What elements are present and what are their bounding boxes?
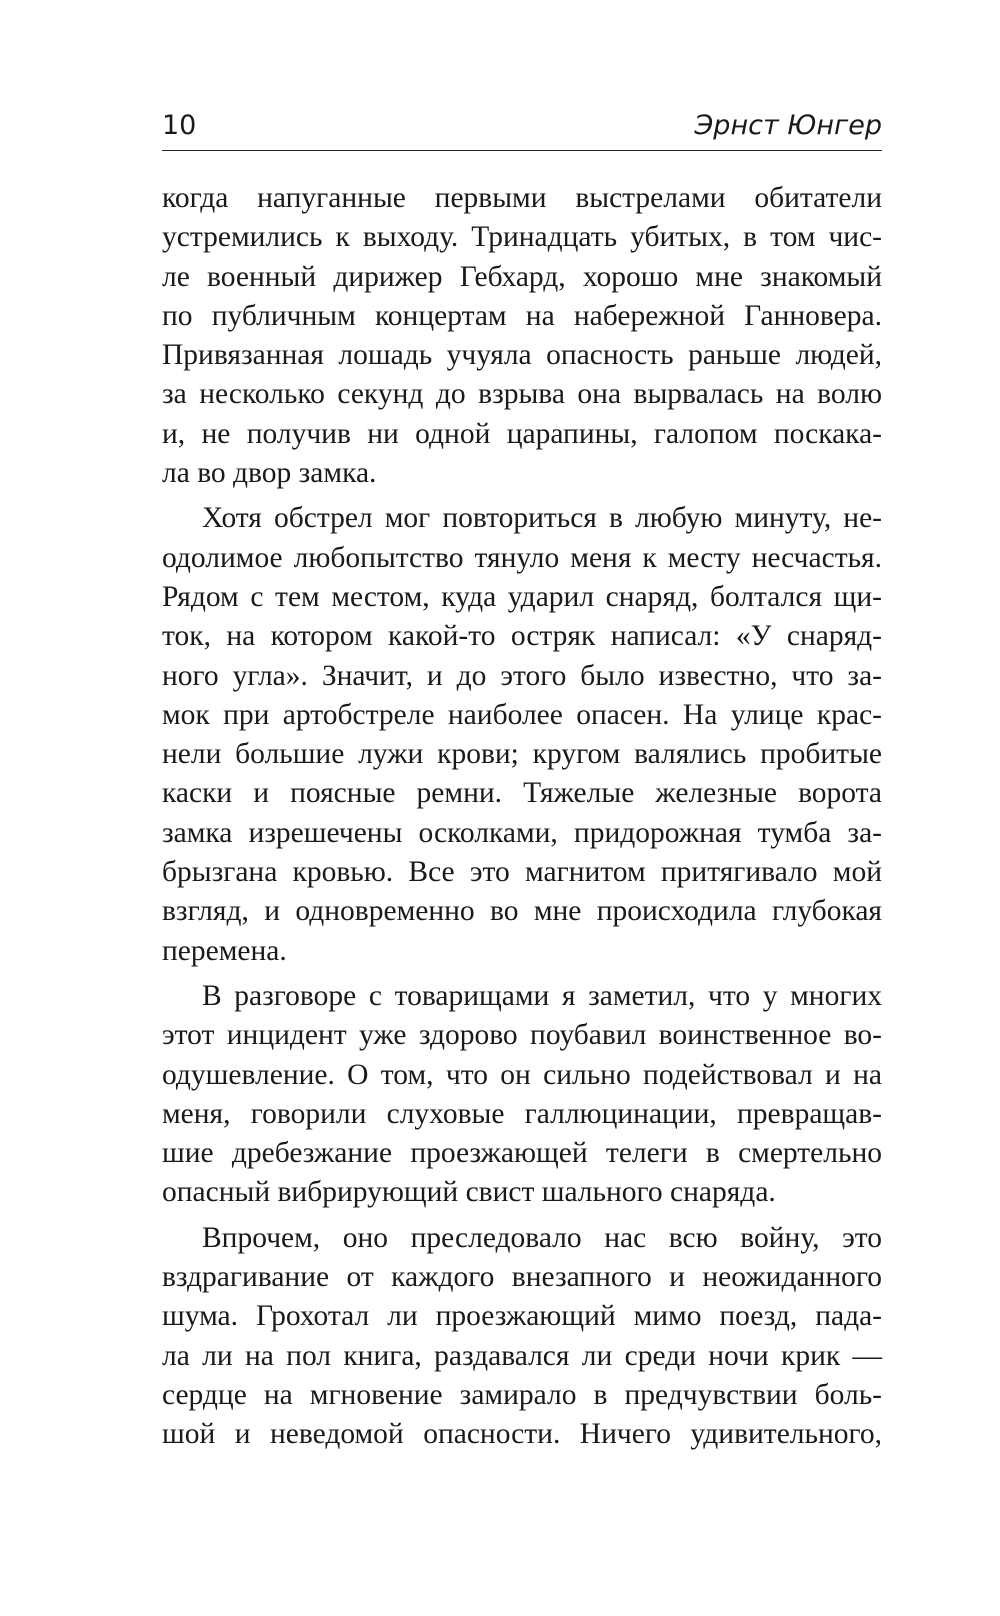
text-line: ла во двор замка. [162, 457, 377, 490]
text-line: замка изрешечены осколками, придорожная тумба за- [162, 816, 882, 849]
text-line: этот инцидент уже здорово поубавил воинственное во- [162, 1019, 882, 1052]
text-line: шой и неведомой опасности. Ничего удивительного, [162, 1418, 882, 1451]
text-line: Рядом с тем местом, куда ударил снаряд, болтался щи- [162, 580, 882, 613]
text-line: брызгана кровью. Все это магнитом притягивало мой [162, 856, 882, 889]
text-line: за несколько секунд до взрыва она вырвалась на волю [162, 378, 882, 411]
text-line: ле военный дирижер Гебхард, хорошо мне знакомый [162, 260, 882, 293]
text-line: опасный вибрирующий свист шального снаряда. [162, 1176, 776, 1209]
text-line: вздрагивание от каждого внезапного и неожиданного [162, 1261, 882, 1294]
text-line: одолимое любопытство тянуло меня к месту несчастья. [162, 541, 882, 574]
page-number: 10 [162, 110, 197, 141]
text-line: шие дребезжание проезжающей телеги в смертельно [162, 1137, 882, 1170]
paragraph [162, 499, 882, 971]
body-text [162, 179, 882, 1455]
book-page [162, 108, 882, 1455]
text-line: ного угла». Значит, и до этого было известно, что за- [162, 659, 882, 692]
text-line: нели большие лужи крови; кругом валялись пробитые [162, 738, 882, 771]
text-line: устремились к выходу. Тринадцать убитых, в том чис- [162, 221, 882, 254]
running-title: Эрнст Юнгер [694, 110, 882, 141]
paragraph [162, 1219, 882, 1455]
text-line: меня, говорили слуховые галлюцинации, превращав- [162, 1097, 882, 1130]
text-line: Хотя обстрел мог повториться в любую минуту, не- [202, 502, 882, 535]
text-line: ла ли на пол книга, раздавался ли среди ночи крик — [162, 1339, 882, 1372]
text-line: когда напуганные первыми выстрелами обитатели [162, 182, 882, 214]
paragraph [162, 179, 882, 493]
paragraph [162, 977, 882, 1213]
text-line: перемена. [162, 934, 287, 967]
text-line: В разговоре с товарищами я заметил, что у многих [202, 979, 882, 1012]
running-head [162, 108, 882, 151]
text-line: взгляд, и одновременно во мне происходила глубокая [162, 895, 882, 928]
text-line: Привязанная лошадь учуяла опасность раньше людей, [162, 339, 882, 372]
text-line: шума. Грохотал ли проезжающий мимо поезд, пада- [162, 1300, 882, 1333]
text-line: мок при артобстреле наиболее опасен. На улице крас- [162, 698, 882, 731]
text-line: сердце на мгновение замирало в предчувствии боль- [162, 1378, 882, 1411]
text-line: каски и поясные ремни. Тяжелые железные ворота [162, 777, 882, 810]
text-line: Впрочем, оно преследовало нас всю войну, это [202, 1221, 882, 1254]
text-line: по публичным концертам на набережной Ганновера. [162, 299, 882, 332]
text-line: одушевление. О том, что он сильно подействовал и на [162, 1058, 882, 1091]
text-line: ток, на котором какой-то остряк написал: «У снаряд- [162, 620, 882, 653]
text-line: и, не получив ни одной царапины, галопом поскака- [162, 417, 882, 450]
